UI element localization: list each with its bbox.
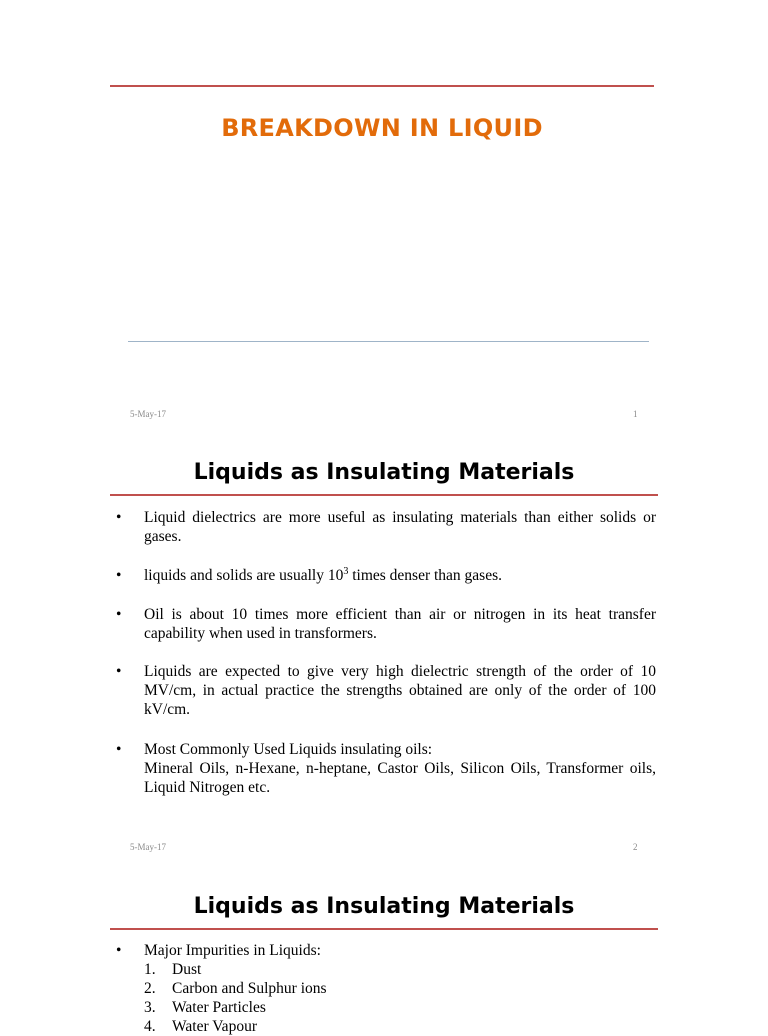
bullet-text: Major Impurities in Liquids: <box>144 942 321 959</box>
bullet-marker: • <box>116 606 122 623</box>
bullet-text <box>144 566 656 585</box>
bullet-item <box>116 941 656 960</box>
list-number: 3. <box>144 999 156 1016</box>
impurities-list <box>144 960 327 1036</box>
list-number: 4. <box>144 1018 156 1035</box>
footer-date: 5-May-17 <box>130 842 166 852</box>
bullet-item <box>116 605 656 643</box>
bullet-item <box>116 566 656 585</box>
list-label: Carbon and Sulphur ions <box>172 980 327 997</box>
bullet-marker: • <box>116 567 122 584</box>
bullet-text: Most Commonly Used Liquids insulating oils: <box>144 741 433 758</box>
page-number: 2 <box>633 842 638 852</box>
footer-date: 5-May-17 <box>130 409 166 419</box>
bullet-text: Liquid dielectrics are more useful as insulating materials than either solids or gases. <box>144 509 656 545</box>
bullet-text-part: times denser than gases. <box>348 567 502 584</box>
bullet-item <box>116 508 656 546</box>
page-number: 1 <box>633 409 638 419</box>
list-label: Dust <box>172 961 202 978</box>
list-label: Water Vapour <box>172 1018 257 1035</box>
heading-divider <box>110 928 658 930</box>
list-item <box>144 1017 327 1036</box>
list-item <box>144 960 327 979</box>
list-item <box>144 998 327 1017</box>
list-number: 2. <box>144 980 156 997</box>
heading-divider <box>110 494 658 496</box>
slide-3-heading: Liquids as Insulating Materials <box>193 894 575 919</box>
bullet-marker: • <box>116 942 122 959</box>
bullet-item <box>116 662 656 719</box>
bullet-text-part: liquids and solids are usually 10 <box>144 567 344 584</box>
slide-1-title: BREAKDOWN IN LIQUID <box>221 114 543 142</box>
slide-2-heading: Liquids as Insulating Materials <box>193 460 575 485</box>
superscript: 3 <box>343 565 349 577</box>
list-number: 1. <box>144 961 156 978</box>
bullet-detail: Mineral Oils, n-Hexane, n-heptane, Castor Oils, Silicon Oils, Transformer oils, Liquid Nitrogen etc. <box>144 760 656 796</box>
list-item <box>144 979 327 998</box>
list-label: Water Particles <box>172 999 266 1016</box>
bullet-text: Oil is about 10 times more efficient than air or nitrogen in its heat transfer capability when used in transformers. <box>144 606 656 642</box>
subtitle-divider <box>128 341 649 342</box>
bullet-marker: • <box>116 509 122 526</box>
bullet-text: Liquids are expected to give very high dielectric strength of the order of 10 MV/cm, in actual practice the strengths obtained are only of the order of 100 kV/cm. <box>144 663 656 718</box>
bullet-marker: • <box>116 741 122 758</box>
top-divider <box>110 85 654 87</box>
bullet-item <box>116 740 656 797</box>
bullet-marker: • <box>116 663 122 680</box>
